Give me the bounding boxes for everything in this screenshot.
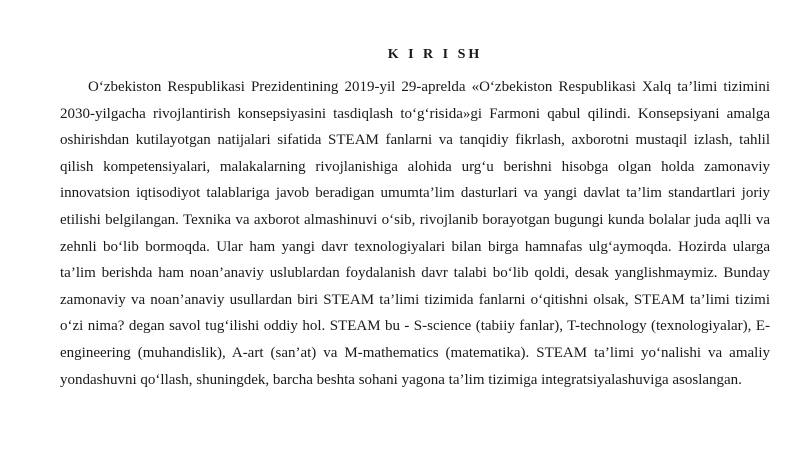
section-heading: K I R I SH xyxy=(387,47,483,62)
body-paragraph: O‘zbekiston Respublikasi Prezidentining 2019-yil 29-aprelda «O‘zbekiston Respublikasi Xalq ta’limi tizimini 2030-yilgacha rivojlantirish konsepsiyasini tasdiqlash to‘g‘risida»gi Farmoni qabul qilindi. Konsepsiyani amalga oshirishdan kutilayotgan natijalari sifatida STEAM fanlarni va tanqidiy fikrlash, axborotni mustaqil izlash, tahlil qilish kompetensiyalari, malakalarning rivojlanishiga alohida urg‘u berishni hisobga olgan holda zamonaviy innovatsion iqtisodiyot talablariga javob beradigan umumta’lim dasturlari va yangi davlat ta’lim standartlari joriy etilishi belgilangan. Texnika va axborot almashinuvi o‘sib, rivojlanib borayotgan bugungi kunda bolalar juda aqlli va zehnli bo‘lib bormoqda. Ular ham yangi davr texnologiyalari bilan birga hamnafas ulg‘aymoqda. Hozirda ularga ta’lim berishda ham noan’anaviy uslublardan foydalanish davr talabi bo‘lib qoldi, desak yanglishmaymiz. Bunday zamonaviy va noan’anaviy usullardan biri STEAM ta’limi tizimida fanlarni o‘qitishni olsak, STEAM ta’limi tizimi o‘zi nima? degan savol tug‘ilishi oddiy hol. STEAM bu - S-science (tabiiy fanlar), T-technology (texnologiyalar), E-engineering (muhandislik), A-art (san’at) va M-mathematics (matematika). STEAM ta’limi yo‘nalishi va amaliy yondashuvni qo‘llash, shuningdek, barcha beshta sohani yagona ta’lim tizimiga integratsiyalashuviga asoslangan. xyxy=(60,79,770,388)
document-page xyxy=(60,44,770,393)
